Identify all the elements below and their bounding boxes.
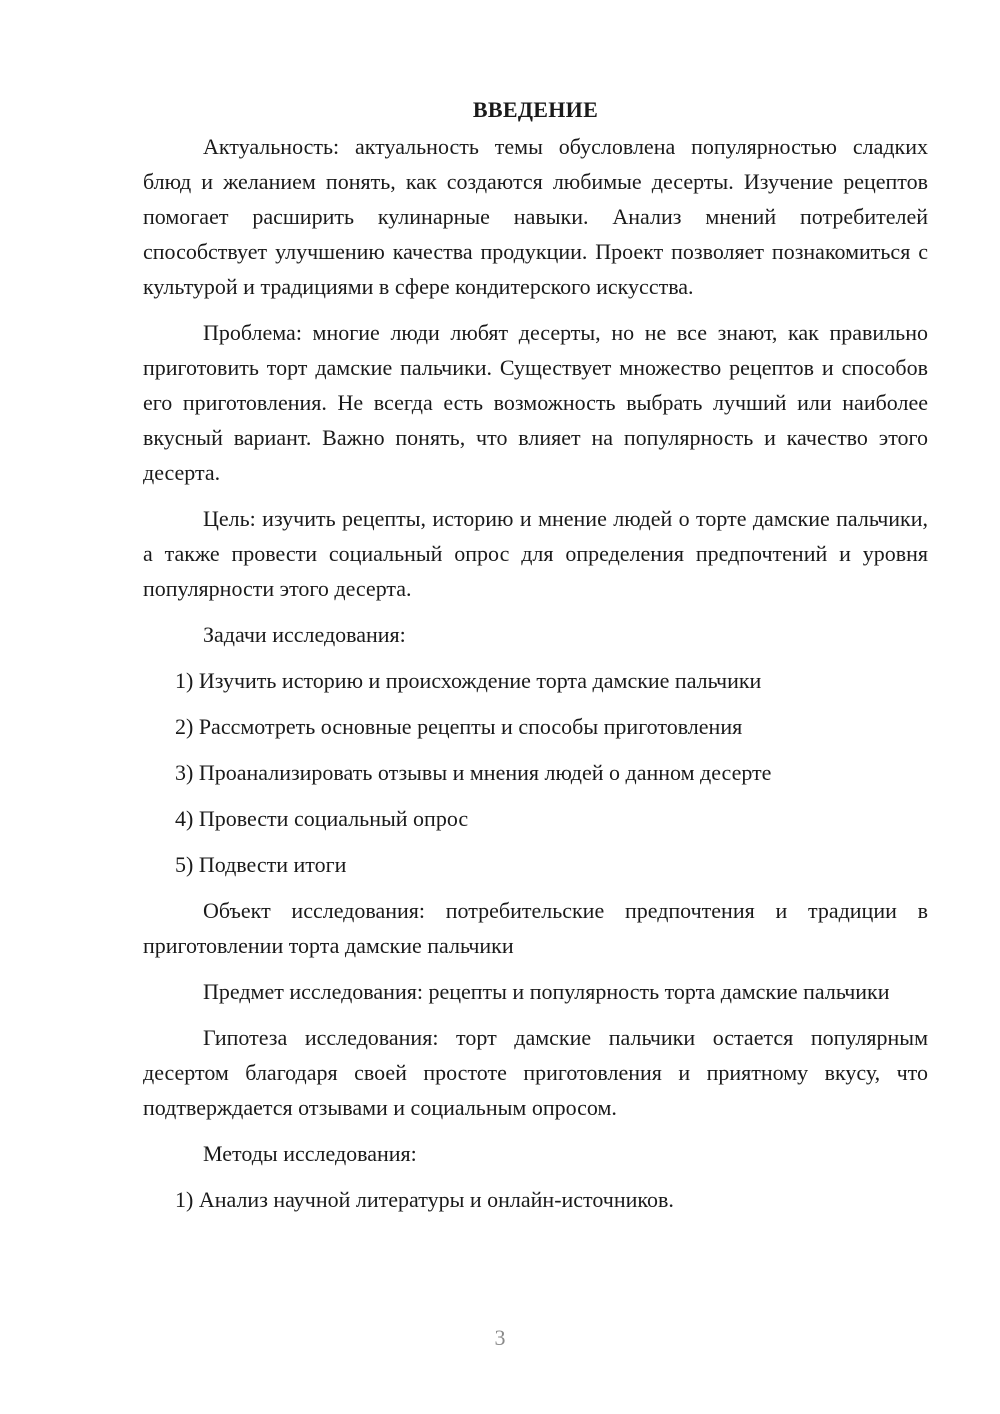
relevance-paragraph: Актуальность: актуальность темы обусловлена популярностью сладких блюд и желанием понять, как создаются любимые десерты. Изучение рецептов помогает расширить кулинарные навыки. Анализ мнений потребителей способствует улучшению качества продукции. Проект позволяет познакомиться с культурой и традициями в сфере кондитерского искусства.: [143, 134, 928, 299]
methods-list: [143, 1182, 928, 1217]
list-item: 2) Рассмотреть основные рецепты и способы приготовления: [175, 714, 743, 739]
document-page: [143, 92, 928, 1228]
subject-paragraph: Предмет исследования: рецепты и популярность торта дамские пальчики: [203, 979, 890, 1004]
methods-heading: Методы исследования:: [203, 1141, 417, 1166]
goal-paragraph: Цель: изучить рецепты, историю и мнение людей о торте дамские пальчики, а также провести социальный опрос для определения предпочтений и уровня популярности этого десерта.: [143, 506, 928, 601]
list-item: 5) Подвести итоги: [175, 852, 347, 877]
list-item: 4) Провести социальный опрос: [175, 806, 469, 831]
object-paragraph: Объект исследования: потребительские предпочтения и традиции в приготовлении торта дамские пальчики: [143, 898, 928, 958]
problem-paragraph: Проблема: многие люди любят десерты, но не все знают, как правильно приготовить торт дамские пальчики. Существует множество рецептов и способов его приготовления. Не всегда есть возможность выбрать лучший или наиболее вкусный вариант. Важно понять, что влияет на популярность и качество этого десерта.: [143, 320, 928, 485]
tasks-list: [143, 663, 928, 882]
page-title: ВВЕДЕНИЕ: [472, 97, 599, 122]
hypothesis-paragraph: Гипотеза исследования: торт дамские пальчики остается популярным десертом благодаря своей простоте приготовления и приятному вкусу, что подтверждается отзывами и социальным опросом.: [143, 1025, 928, 1120]
page-number: 3: [494, 1325, 506, 1350]
tasks-heading: Задачи исследования:: [203, 622, 406, 647]
list-item: 1) Анализ научной литературы и онлайн-источников.: [175, 1187, 674, 1212]
list-item: 1) Изучить историю и происхождение торта дамские пальчики: [175, 668, 762, 693]
list-item: 3) Проанализировать отзывы и мнения людей о данном десерте: [175, 760, 772, 785]
